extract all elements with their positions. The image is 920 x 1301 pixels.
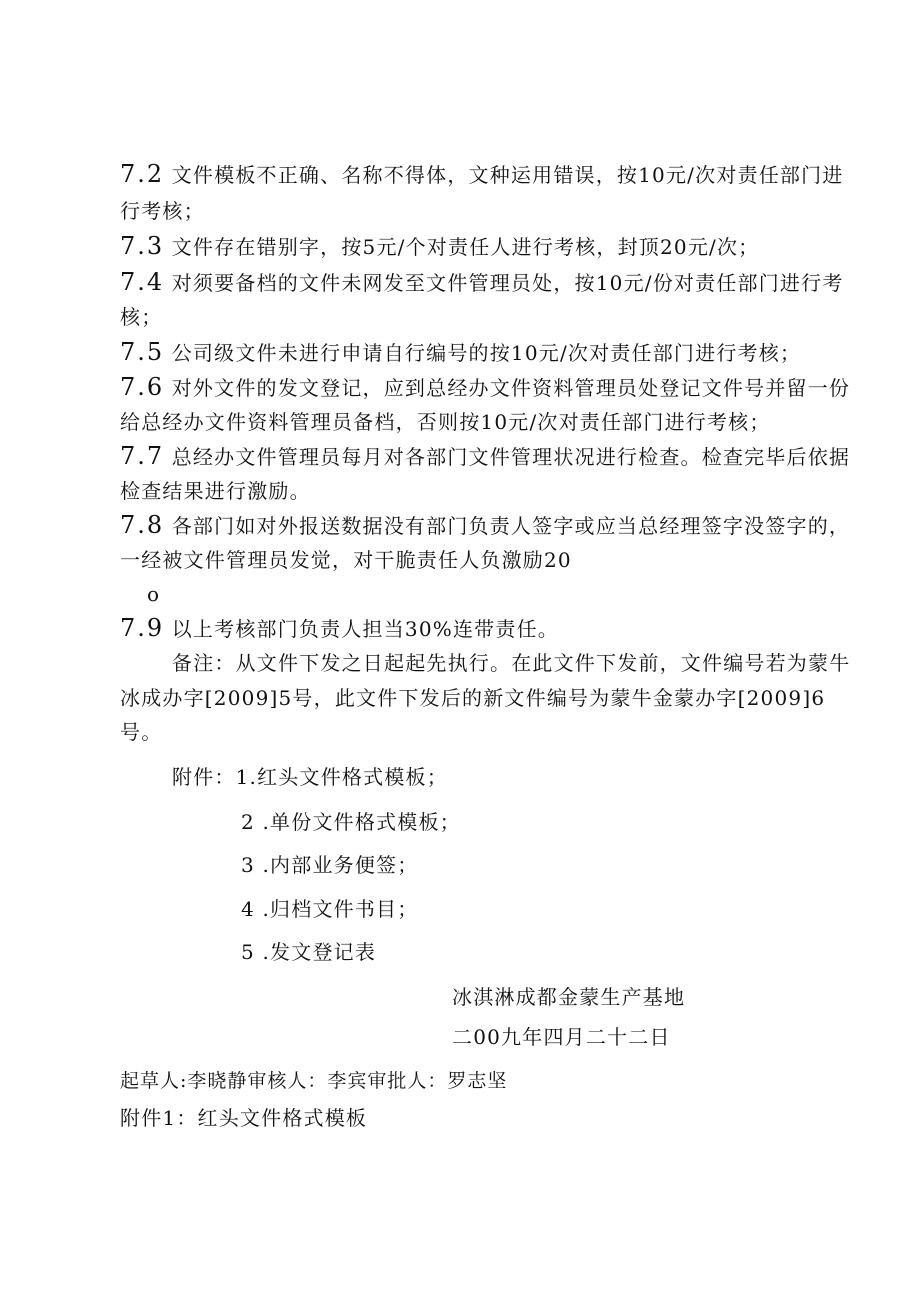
note-line-3: 号。 bbox=[120, 720, 163, 744]
attachment-item: 3 .内部业务便签； bbox=[241, 853, 419, 877]
item-text: 对须要备档的文件未网发至文件管理员处，按10元/份对责任部门进行考 bbox=[171, 271, 844, 295]
item-7-9-line-1 bbox=[120, 616, 559, 641]
item-text: 以上考核部门负责人担当30%连带责任。 bbox=[171, 617, 559, 641]
attachment-item: 2 .单份文件格式模板； bbox=[241, 810, 461, 834]
item-number: 7.3 bbox=[120, 232, 165, 260]
item-text: 文件存在错别字，按5元/个对责任人进行考核，封顶20元/次； bbox=[171, 235, 760, 259]
item-7-5-line-1 bbox=[120, 340, 801, 365]
item-text: 总经办文件管理员每月对各部门文件管理状况进行检查。检查完毕后依据 bbox=[171, 445, 851, 469]
item-number: 7.8 bbox=[120, 511, 165, 539]
signature-date: 二00九年四月二十二日 bbox=[452, 1025, 671, 1049]
item-text: 文件模板不正确、名称不得体，文种运用错误，按10元/次对责任部门进 bbox=[171, 163, 844, 187]
item-text: 对外文件的发文登记，应到总经办文件资料管理员处登记文件号并留一份 bbox=[171, 376, 851, 400]
footer-attachment-title: 附件1：红头文件格式模板 bbox=[120, 1106, 368, 1130]
item-number: 7.9 bbox=[120, 614, 165, 642]
signature-organization: 冰淇淋成都金蒙生产基地 bbox=[452, 985, 686, 1009]
item-number: 7.4 bbox=[120, 268, 165, 296]
item-number: 7.2 bbox=[120, 160, 165, 188]
item-7-7-line-2: 检查结果进行激励。 bbox=[120, 479, 311, 503]
attachment-item: 4 .归档文件书目； bbox=[241, 897, 419, 921]
item-7-4-line-2: 核； bbox=[120, 305, 163, 329]
attachments-label: 附件： bbox=[172, 765, 236, 789]
item-text: 公司级文件未进行申请自行编号的按10元/次对责任部门进行考核； bbox=[171, 341, 802, 365]
item-7-2-line-2: 行考核； bbox=[120, 199, 205, 223]
note-line-1: 备注：从文件下发之日起起先执行。在此文件下发前，文件编号若为蒙牛 bbox=[172, 651, 851, 675]
item-7-8-line-1 bbox=[120, 513, 850, 538]
attachment-item: 5 .发文登记表 bbox=[241, 940, 377, 964]
stray-character: o bbox=[147, 582, 161, 606]
item-number: 7.5 bbox=[120, 338, 165, 366]
item-text: 各部门如对外报送数据没有部门负责人签字或应当总经理签字没签字的， bbox=[171, 514, 851, 538]
attachments-line-1 bbox=[172, 765, 448, 789]
item-7-6-line-1 bbox=[120, 375, 850, 400]
item-7-2-line-1 bbox=[120, 162, 844, 187]
item-7-6-line-2: 给总经办文件资料管理员备档，否则按10元/次对责任部门进行考核； bbox=[120, 410, 771, 434]
approval-line: 起草人:李晓静审核人：李宾审批人：罗志坚 bbox=[120, 1070, 508, 1092]
note-line-2: 冰成办字[2009]5号，此文件下发后的新文件编号为蒙牛金蒙办字[2009]6 bbox=[120, 686, 826, 710]
attachment-item: 1.红头文件格式模板； bbox=[235, 765, 448, 789]
item-7-4-line-1 bbox=[120, 270, 844, 295]
item-number: 7.6 bbox=[120, 373, 165, 401]
item-7-3-line-1 bbox=[120, 234, 759, 259]
item-7-7-line-1 bbox=[120, 444, 850, 469]
item-7-8-line-2: 一经被文件管理员发觉，对干脆责任人负激励20 bbox=[120, 548, 572, 572]
item-number: 7.7 bbox=[120, 442, 165, 470]
